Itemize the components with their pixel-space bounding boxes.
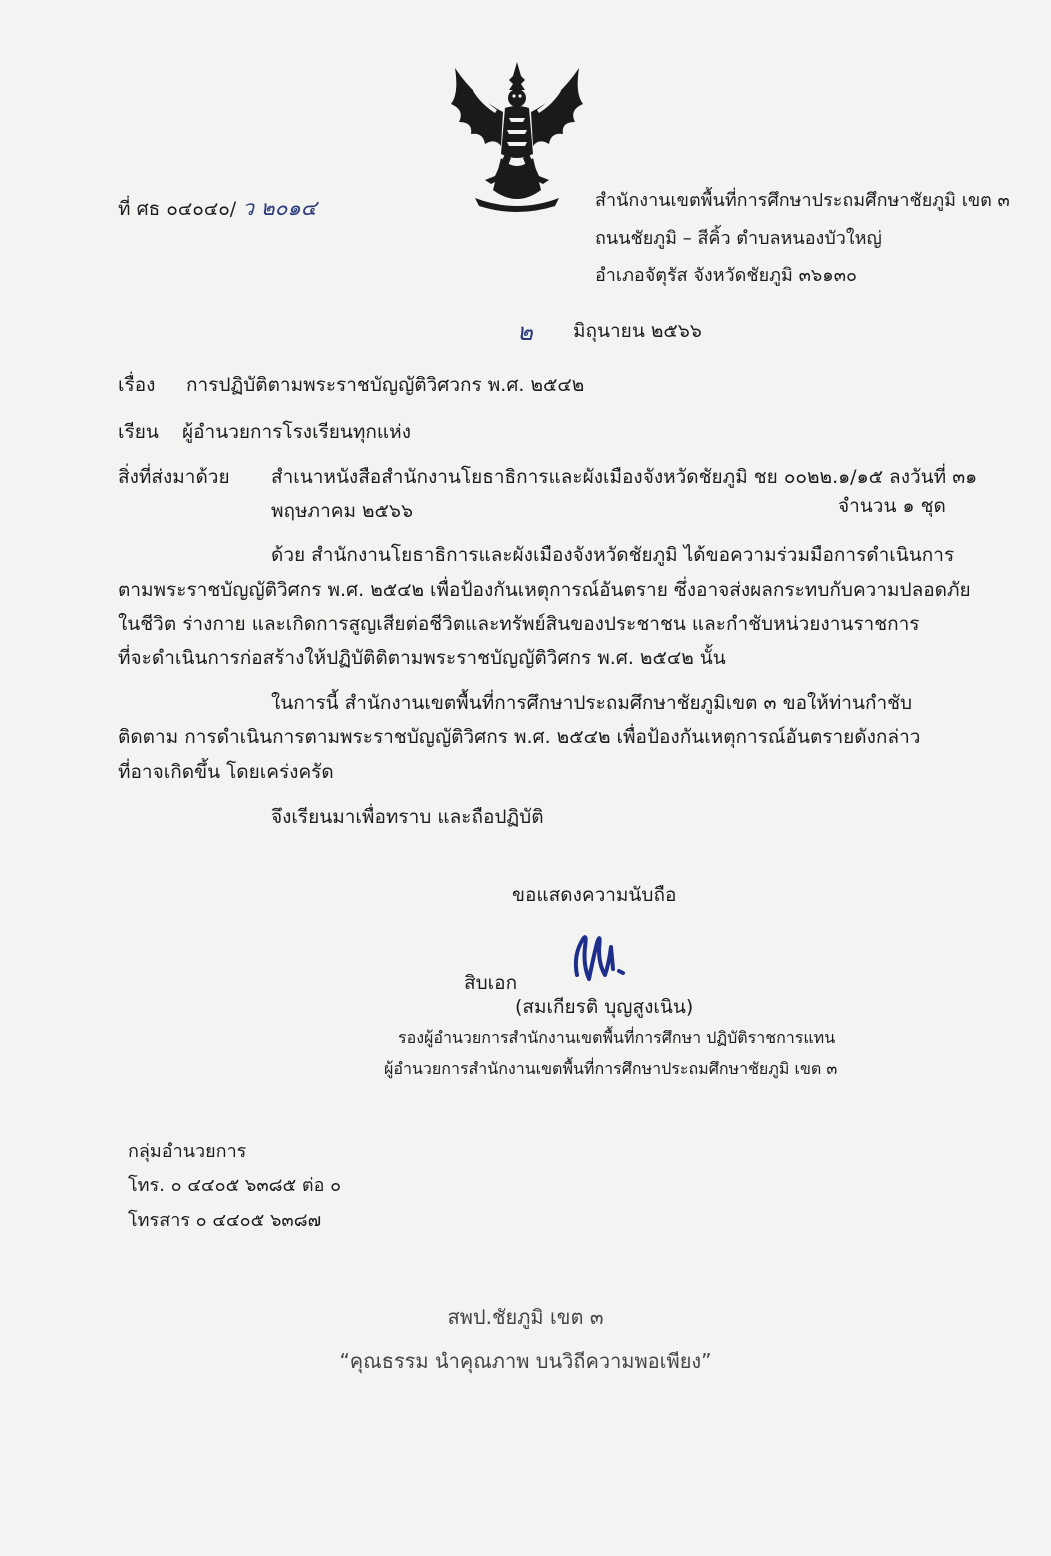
office-address-line1: สำนักงานเขตพื้นที่การศึกษาประถมศึกษาชัยภูมิ เขต ๓ xyxy=(595,190,1010,211)
footer-office-name: สพป.ชัยภูมิ เขต ๓ xyxy=(447,1305,604,1329)
document-number-prefix: ที่ ศธ ๐๔๐๔๐/ xyxy=(118,198,237,220)
contact-phone: โทร. ๐ ๔๔๐๕ ๖๓๘๕ ต่อ ๐ xyxy=(128,1175,342,1196)
office-address-line2: ถนนชัยภูมิ – สีคิ้ว ตำบลหนองบัวใหญ่ xyxy=(595,228,882,249)
recipient-text: ผู้อำนวยการโรงเรียนทุกแห่ง xyxy=(182,421,411,443)
subject-label: เรื่อง xyxy=(118,374,156,396)
contact-department: กลุ่มอำนวยการ xyxy=(128,1141,247,1162)
recipient-label: เรียน xyxy=(118,421,159,443)
handwritten-signature xyxy=(565,925,635,987)
paragraph-1-line: ในชีวิต ร่างกาย และเกิดการสูญเสียต่อชีวิตและทรัพย์สินของประชาชน และกำชับหน่วยงานราชการ xyxy=(118,613,920,635)
document-number xyxy=(118,192,317,225)
enclosure-line1: สำเนาหนังสือสำนักงานโยธาธิการและผังเมืองจังหวัดชัยภูมิ ชย ๐๐๒๒.๑/๑๕ ลงวันที่ ๓๑ xyxy=(271,466,978,488)
signer-rank: สิบเอก xyxy=(464,972,518,994)
enclosure-line2: พฤษภาคม ๒๕๖๖ xyxy=(271,500,414,522)
closing-salutation: ขอแสดงความนับถือ xyxy=(512,884,677,906)
paragraph-1-line: ตามพระราชบัญญัติวิศกร พ.ศ. ๒๕๔๒ เพื่อป้องกันเหตุการณ์อันตราย ซึ่งอาจส่งผลกระทบกับความปลอดภัย xyxy=(118,579,971,601)
signer-title-line2: ผู้อำนวยการสำนักงานเขตพื้นที่การศึกษาประถมศึกษาชัยภูมิ เขต ๓ xyxy=(384,1059,838,1078)
enclosure-quantity: จำนวน ๑ ชุด xyxy=(838,495,946,517)
document-number-handwritten: ว ๒๐๑๔ xyxy=(242,196,317,220)
footer-motto: “คุณธรรม นำคุณภาพ บนวิถีความพอเพียง” xyxy=(339,1349,712,1373)
garuda-emblem-icon xyxy=(445,58,589,214)
enclosure-label: สิ่งที่ส่งมาด้วย xyxy=(118,466,230,488)
date-day-handwritten: ๒ xyxy=(517,318,533,346)
paragraph-1-line: ที่จะดำเนินการก่อสร้างให้ปฏิบัติติตามพระราชบัญญัติวิศกร พ.ศ. ๒๕๔๒ นั้น xyxy=(118,647,726,669)
date-month-year: มิถุนายน ๒๕๖๖ xyxy=(573,320,702,342)
office-address-line3: อำเภอจัตุรัส จังหวัดชัยภูมิ ๓๖๑๓๐ xyxy=(595,265,858,286)
paragraph-2-line: ในการนี้ สำนักงานเขตพื้นที่การศึกษาประถมศึกษาชัยภูมิเขต ๓ ขอให้ท่านกำชับ xyxy=(271,692,913,714)
paragraph-1-line: ด้วย สำนักงานโยธาธิการและผังเมืองจังหวัดชัยภูมิ ได้ขอความร่วมมือการดำเนินการ xyxy=(271,544,955,566)
paragraph-2-line: ติดตาม การดำเนินการตามพระราชบัญญัติวิศกร พ.ศ. ๒๕๔๒ เพื่อป้องกันเหตุการณ์อันตรายดังกล่าว xyxy=(118,726,921,748)
contact-fax: โทรสาร ๐ ๔๔๐๕ ๖๓๘๗ xyxy=(128,1210,322,1231)
closing-request: จึงเรียนมาเพื่อทราบ และถือปฏิบัติ xyxy=(271,806,544,828)
paragraph-2-line: ที่อาจเกิดขึ้น โดยเคร่งครัด xyxy=(118,761,334,783)
subject-text: การปฏิบัติตามพระราชบัญญัติวิศวกร พ.ศ. ๒๕๔๒ xyxy=(186,374,585,396)
signer-title-line1: รองผู้อำนวยการสำนักงานเขตพื้นที่การศึกษา ปฏิบัติราชการแทน xyxy=(398,1028,836,1047)
signer-name: (สมเกียรติ บุญสูงเนิน) xyxy=(515,996,694,1018)
